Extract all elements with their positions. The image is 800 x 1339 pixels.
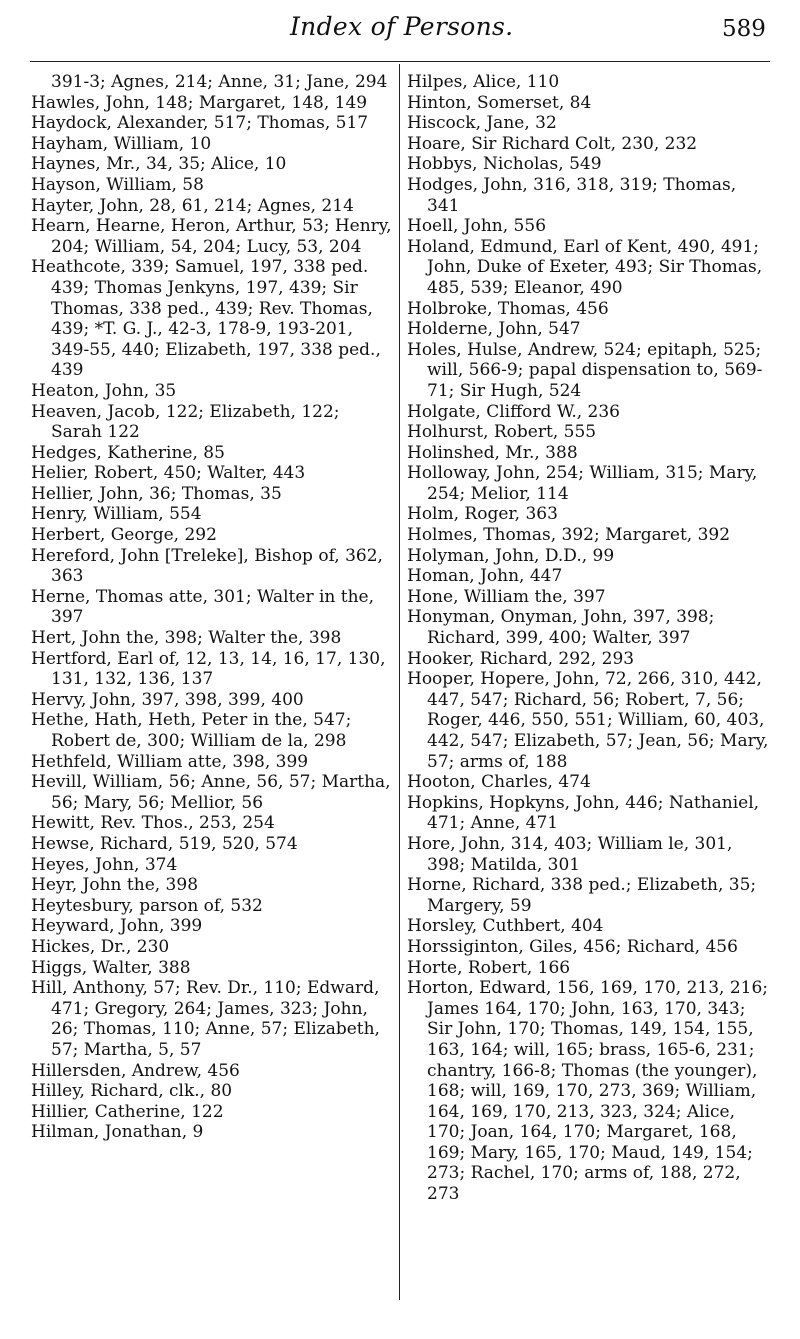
- index-entry: Horton, Edward, 156, 169, 170, 213, 216; James 164, 170; John, 163, 170, 343; Sir John, 170; Thomas, 149, 154, 155, 163, 164; will, 165; brass, 165-6, 231; chantry, 166-8; Thomas (the younger), 168; will, 169, 170, 273, 369; William, 164, 169, 170, 213, 323, 324; Alice, 170; Joan, 164, 170; Margaret, 168, 169; Mary, 165, 170; Maud, 149, 154; 273; Rachel, 170; arms of, 188, 272, 273: [407, 978, 769, 1205]
- header-rule: [30, 61, 770, 62]
- index-entry: Hone, William the, 397: [407, 586, 606, 607]
- index-entry: Holderne, John, 547: [407, 319, 581, 340]
- index-entry: Horte, Robert, 166: [407, 957, 571, 978]
- index-entry: Horssiginton, Giles, 456; Richard, 456: [407, 936, 738, 957]
- index-entry: Hillier, Catherine, 122: [31, 1101, 224, 1122]
- index-column-left: [31, 72, 393, 1143]
- index-entry: Hooper, Hopere, John, 72, 266, 310, 442, 447, 547; Richard, 56; Robert, 7, 56; Roger, 446, 550, 551; William, 60, 403, 442, 547; Elizabeth, 57; Jean, 56; Mary, 57; arms of, 188: [407, 669, 769, 772]
- index-entry: Hore, John, 314, 403; William le, 301, 398; Matilda, 301: [407, 833, 733, 875]
- index-entry: Hervy, John, 397, 398, 399, 400: [31, 689, 304, 710]
- index-entry: Herbert, George, 292: [31, 525, 217, 546]
- index-entry: Hooker, Richard, 292, 293: [407, 648, 635, 669]
- index-entry: Hill, Anthony, 57; Rev. Dr., 110; Edward, 471; Gregory, 264; James, 323; John, 26; Thomas, 110; Anne, 57; Elizabeth, 57; Martha, 5, 57: [31, 978, 380, 1060]
- index-entry: Hodges, John, 316, 318, 319; Thomas, 341: [407, 174, 737, 216]
- index-entry: Hert, John the, 398; Walter the, 398: [31, 628, 342, 649]
- index-entry: Hedges, Katherine, 85: [31, 442, 225, 463]
- index-entry: Heathcote, 339; Samuel, 197, 338 ped. 439; Thomas Jenkyns, 197, 439; Sir Thomas, 338 ped., 439; Rev. Thomas, 439; *T. G. J., 42-3, 178-9, 193-201, 349-55, 440; Elizabeth, 197, 338 ped., 439: [31, 257, 381, 381]
- index-entry: Holgate, Clifford W., 236: [407, 401, 620, 422]
- index-entry: Hillersden, Andrew, 456: [31, 1060, 240, 1081]
- index-entry: Heaven, Jacob, 122; Elizabeth, 122; Sarah 122: [31, 401, 340, 443]
- index-entry: Homan, John, 447: [407, 566, 563, 587]
- index-entry: Hopkins, Hopkyns, John, 446; Nathaniel, 471; Anne, 471: [407, 792, 760, 834]
- index-entry: Heaton, John, 35: [31, 380, 177, 401]
- index-entry: Holhurst, Robert, 555: [407, 422, 597, 443]
- index-entry: Henry, William, 554: [31, 504, 202, 525]
- index-entry: Haynes, Mr., 34, 35; Alice, 10: [31, 154, 287, 175]
- index-entry: Herne, Thomas atte, 301; Walter in the, 397: [31, 586, 375, 628]
- index-entry: Heyes, John, 374: [31, 854, 178, 875]
- index-entry: Horsley, Cuthbert, 404: [407, 916, 604, 937]
- index-entry: Hickes, Dr., 230: [31, 936, 170, 957]
- index-entry: Holm, Roger, 363: [407, 504, 558, 525]
- index-entry: Hoell, John, 556: [407, 216, 547, 237]
- index-entry: Honyman, Onyman, John, 397, 398; Richard, 399, 400; Walter, 397: [407, 607, 715, 649]
- index-entry: Holloway, John, 254; William, 315; Mary, 254; Melior, 114: [407, 463, 758, 504]
- index-entry: Higgs, Walter, 388: [31, 957, 191, 978]
- index-entry: Holand, Edmund, Earl of Kent, 490, 491; John, Duke of Exeter, 493; Sir Thomas, 485, 539; Eleanor, 490: [407, 236, 763, 298]
- index-entry: Heyward, John, 399: [31, 916, 203, 937]
- index-entry: Hereford, John [Treleke], Bishop of, 362, 363: [31, 545, 383, 587]
- index-column-right: [407, 72, 769, 1205]
- index-entry: Hobbys, Nicholas, 549: [407, 154, 602, 175]
- index-entry: Hoare, Sir Richard Colt, 230, 232: [407, 133, 698, 154]
- page-title: Index of Persons.: [290, 12, 514, 41]
- index-entry: Hethfeld, William atte, 398, 399: [31, 751, 309, 772]
- index-entry: Hevill, William, 56; Anne, 56, 57; Martha, 56; Mary, 56; Mellior, 56: [31, 772, 391, 813]
- column-divider: [399, 64, 400, 1300]
- index-entry: Holmes, Thomas, 392; Margaret, 392: [407, 525, 731, 546]
- index-entry: Hawles, John, 148; Margaret, 148, 149: [31, 92, 368, 113]
- index-entry: Holyman, John, D.D., 99: [407, 545, 615, 566]
- page-header: [0, 8, 800, 48]
- index-entry: Hilpes, Alice, 110: [407, 72, 560, 92]
- index-entry: Helier, Robert, 450; Walter, 443: [31, 463, 306, 484]
- page-number: 589: [722, 16, 766, 42]
- index-entry: Holinshed, Mr., 388: [407, 442, 578, 463]
- index-entry: Heyr, John the, 398: [31, 875, 199, 896]
- index-entry: Hethe, Hath, Heth, Peter in the, 547; Robert de, 300; William de la, 298: [31, 710, 352, 751]
- index-entry: Hooton, Charles, 474: [407, 772, 591, 793]
- index-entry: Haydock, Alexander, 517; Thomas, 517: [31, 113, 369, 134]
- index-entry: Hayter, John, 28, 61, 214; Agnes, 214: [31, 195, 354, 216]
- index-entry: Heytesbury, parson of, 532: [31, 895, 263, 916]
- index-entry: Hayham, William, 10: [31, 133, 212, 154]
- index-entry: Hinton, Somerset, 84: [407, 92, 592, 113]
- index-entry: 391-3; Agnes, 214; Anne, 31; Jane, 294: [51, 72, 388, 92]
- index-entry: Hellier, John, 36; Thomas, 35: [31, 483, 282, 504]
- index-entry: Hearn, Hearne, Heron, Arthur, 53; Henry, 204; William, 54, 204; Lucy, 53, 204: [31, 216, 392, 257]
- index-entry: Holes, Hulse, Andrew, 524; epitaph, 525; will, 566-9; papal dispensation to, 569-71; Sir Hugh, 524: [407, 339, 763, 401]
- index-entry: Hewitt, Rev. Thos., 253, 254: [31, 813, 275, 834]
- index-entry: Hertford, Earl of, 12, 13, 14, 16, 17, 130, 131, 132, 136, 137: [31, 648, 386, 690]
- index-entry: Hilman, Jonathan, 9: [31, 1122, 204, 1143]
- index-entry: Hiscock, Jane, 32: [407, 113, 557, 134]
- index-entry: Hayson, William, 58: [31, 174, 204, 195]
- index-entry: Hewse, Richard, 519, 520, 574: [31, 833, 298, 854]
- index-entry: Horne, Richard, 338 ped.; Elizabeth, 35; Margery, 59: [407, 875, 757, 916]
- index-entry: Hilley, Richard, clk., 80: [31, 1081, 233, 1102]
- index-entry: Holbroke, Thomas, 456: [407, 298, 609, 319]
